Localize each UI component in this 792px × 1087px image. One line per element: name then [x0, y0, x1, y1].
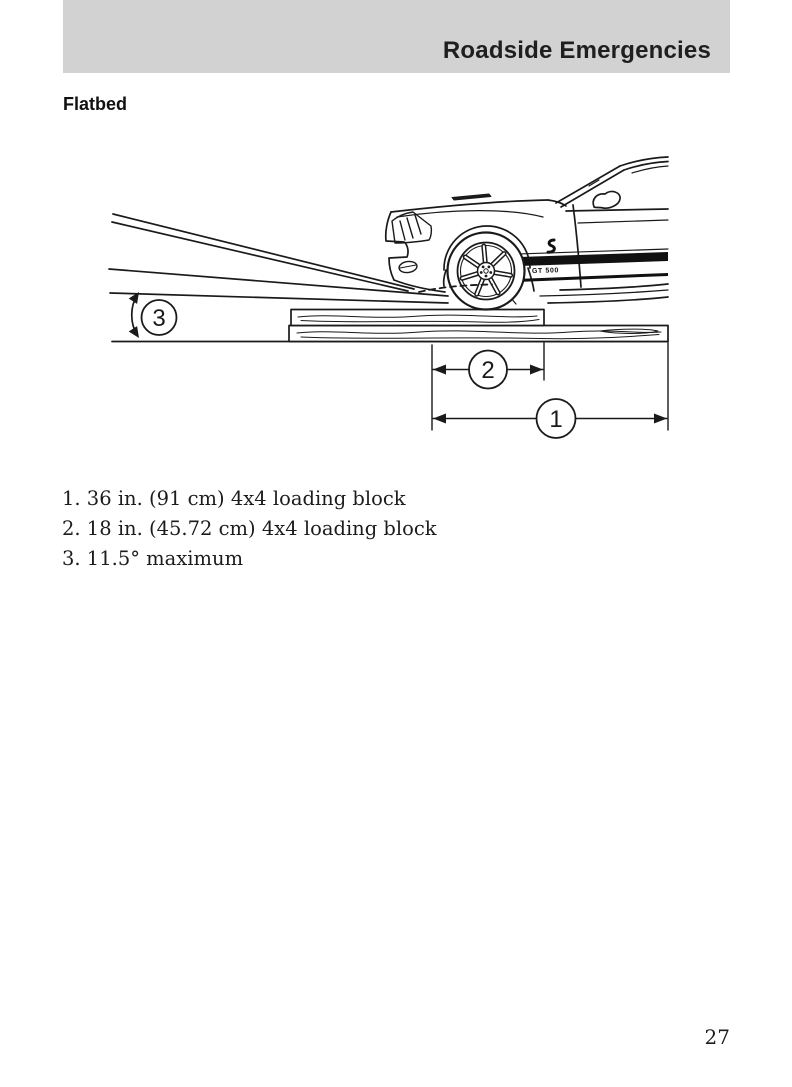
legend-item-3: 3. 11.5° maximum [62, 547, 244, 570]
vehicle-body-fill [387, 157, 668, 306]
legend-item-1: 1. 36 in. (91 cm) 4x4 loading block [62, 487, 406, 510]
callout-2 [469, 351, 507, 389]
loading-block-18in [291, 310, 544, 326]
callout-3 [142, 300, 177, 335]
page-title: Roadside Emergencies [442, 37, 711, 64]
angle-arc-arrow [129, 292, 139, 338]
stripe-gt500-text: GT 500 [531, 267, 559, 275]
vehicle-illustration [386, 157, 668, 306]
front-wheel [448, 233, 525, 310]
legend-list [62, 484, 437, 574]
callout-1 [537, 399, 576, 438]
callout-3-label: 3 [152, 305, 166, 332]
legend-item-2: 2. 18 in. (45.72 cm) 4x4 loading block [62, 517, 437, 540]
page-number: 27 [704, 1025, 730, 1049]
loading-block-36in [289, 326, 668, 342]
callout-2-label: 2 [481, 357, 495, 384]
callout-1-label: 1 [549, 406, 563, 433]
section-heading: Flatbed [63, 94, 128, 114]
